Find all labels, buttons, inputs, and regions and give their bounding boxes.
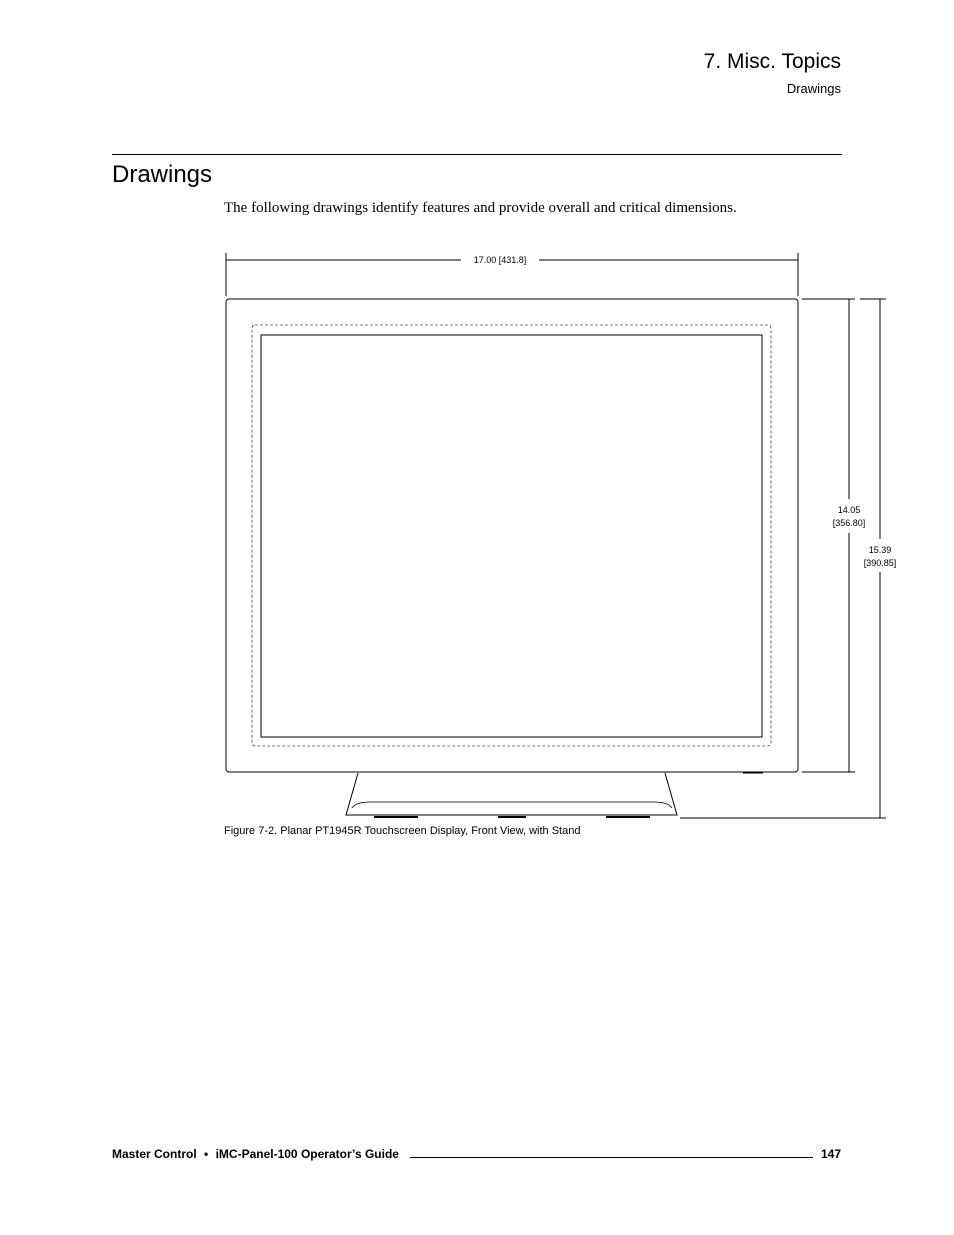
screen-height-value: 14.05 <box>837 505 861 515</box>
intro-paragraph: The following drawings identify features and provide overall and critical dimensions. <box>224 200 737 216</box>
touch-area-outline <box>252 325 771 746</box>
footer-rule <box>410 1157 813 1158</box>
footer-title <box>112 1147 399 1161</box>
monitor-bezel <box>226 299 798 772</box>
total-height-value: 15.39 <box>868 545 892 555</box>
screen-height-metric: [356.80] <box>832 518 866 528</box>
figure-caption: Figure 7-2. Planar PT1945R Touchscreen Display, Front View, with Stand <box>224 825 581 837</box>
monitor-stand <box>346 773 677 815</box>
width-dimension-label: 17.00 [431.8] <box>473 255 527 265</box>
page-number: 147 <box>820 1147 841 1161</box>
footer-product: Master Control <box>112 1147 197 1161</box>
screen-height-dimension <box>802 299 855 772</box>
chapter-section-label: Drawings <box>786 81 841 96</box>
footer-guide: iMC-Panel-100 Operator’s Guide <box>215 1147 399 1161</box>
total-height-dimension <box>680 299 886 818</box>
section-heading: Drawings <box>112 161 213 188</box>
total-height-metric: [390.85] <box>863 558 897 568</box>
footer-separator: • <box>204 1147 209 1161</box>
chapter-title: 7. Misc. Topics <box>703 50 841 73</box>
screen-area <box>261 335 762 737</box>
